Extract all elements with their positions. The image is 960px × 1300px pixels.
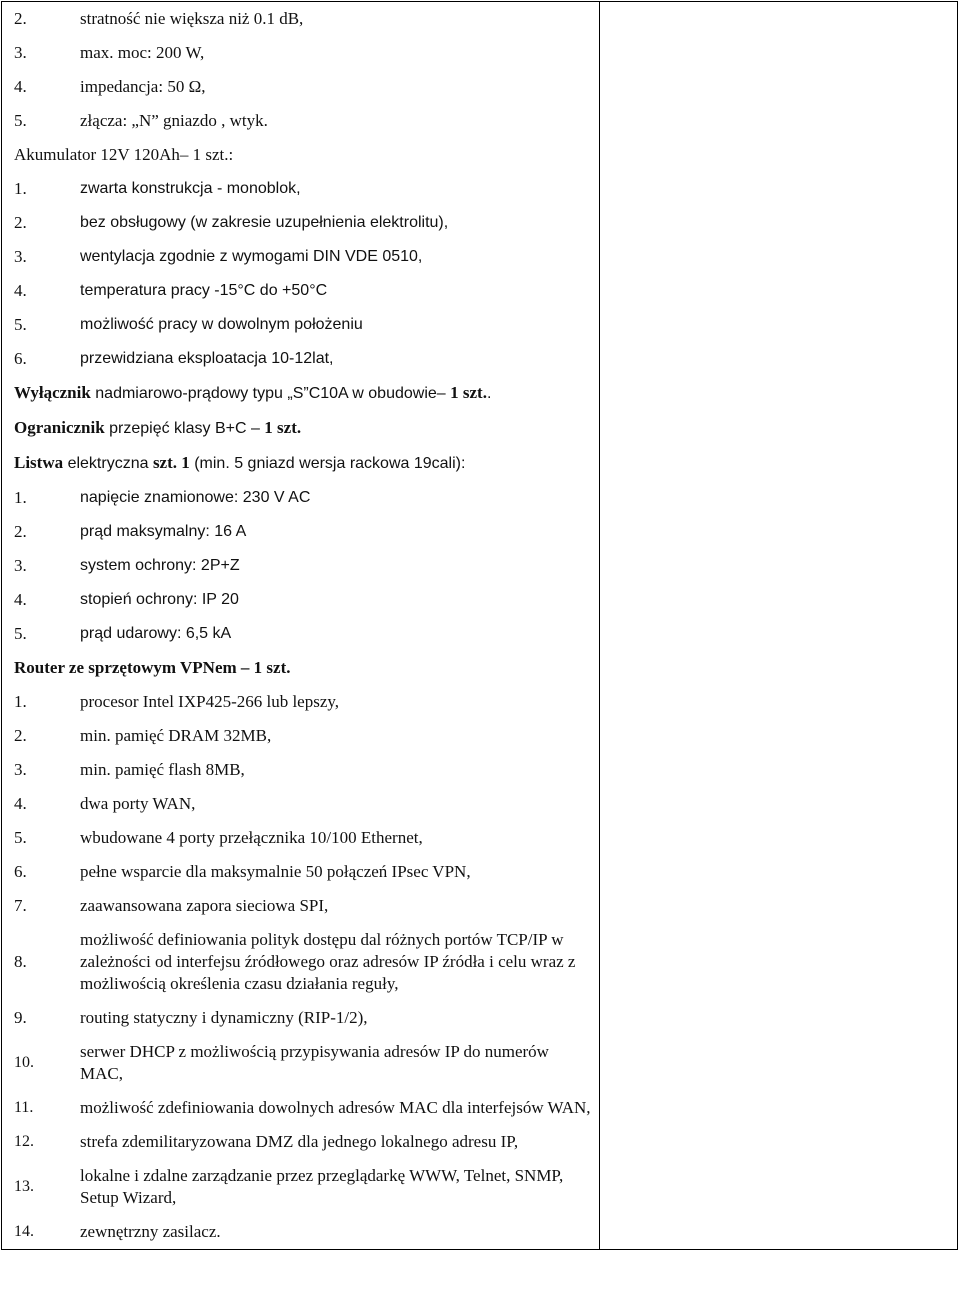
item-text: temperatura pracy -15°C do +50°C [80,282,328,299]
list-item [2,787,599,821]
item-text: przewidziana eksploatacja 10-12lat, [80,350,334,367]
list-item [2,1001,599,1035]
item-number: 13. [14,1178,34,1195]
list-item [2,617,599,651]
item-number: 9. [14,1008,27,1027]
item-text: napięcie znamionowe: 230 V AC [80,489,311,506]
list-item [2,889,599,923]
item-text: pełne wsparcie dla maksymalnie 50 połączeń IPsec VPN, [80,862,471,881]
section-heading [2,411,599,446]
item-text: zwarta konstrukcja - monoblok, [80,180,301,197]
item-text: wbudowane 4 porty przełącznika 10/100 Ethernet, [80,828,423,847]
list-item [2,753,599,787]
item-number: 14. [14,1223,34,1240]
list-item [2,308,599,342]
item-number: 11. [14,1099,34,1116]
section-heading [2,376,599,411]
item-number: 3. [14,760,27,779]
item-text: możliwość definiowania polityk dostępu dal różnych portów TCP/IP w zależności od interfejsu źródłowego oraz adresów IP źródła i celu wraz z możliwością określenia czasu działania reguły, [80,930,576,993]
item-number: 5. [14,315,27,334]
heading-quantity: szt. 1 [152,453,190,472]
item-number: 2. [14,726,27,745]
item-text: możliwość pracy w dowolnym położeniu [80,316,363,333]
list-item [2,583,599,617]
item-number: 1. [14,488,27,507]
item-number: 8. [14,952,27,971]
heading-suffix: . [486,385,492,402]
heading-bold-word: Listwa [14,453,64,472]
list-item [2,923,599,1001]
spec-list-cell [2,2,600,1250]
heading-bold-word: Wyłącznik [14,383,91,402]
list-item [2,70,599,104]
item-number: 12. [14,1133,34,1150]
table-row [2,2,958,1250]
list-item [2,1125,599,1159]
item-number: 5. [14,624,27,643]
list-item [2,240,599,274]
item-number: 5. [14,828,27,847]
item-text: strefa zdemilitaryzowana DMZ dla jednego lokalnego adresu IP, [80,1132,519,1151]
heading-suffix: (min. 5 gniazd wersja rackowa 19cali): [189,455,466,472]
item-text: dwa porty WAN, [80,794,196,813]
item-text: zewnętrzny zasilacz. [80,1222,221,1241]
item-number: 6. [14,862,27,881]
section-heading [2,446,599,481]
item-text: min. pamięć flash 8MB, [80,760,245,779]
item-text: zaawansowana zapora sieciowa SPI, [80,896,329,915]
list-item [2,172,599,206]
heading-description: przepięć klasy B+C – [104,420,265,437]
list-item [2,1159,599,1215]
section-heading-text: Router ze sprzętowym VPNem – 1 szt. [14,658,291,677]
item-number: 4. [14,281,27,300]
item-text: wentylacja zgodnie z wymogami DIN VDE 0510, [80,248,423,265]
list-item [2,1091,599,1125]
item-text: max. moc: 200 W, [80,43,205,62]
list-item [2,2,599,36]
item-number: 5. [14,111,27,130]
item-text: procesor Intel IXP425-266 lub lepszy, [80,692,340,711]
list-item [2,1035,599,1091]
section-heading [2,651,599,685]
list-item [2,274,599,308]
heading-description: elektryczna [63,455,153,472]
list-item [2,855,599,889]
heading-description: nadmiarowo-prądowy typu „S”C10A w obudowie– [90,385,451,402]
item-text: impedancja: 50 Ω, [80,77,206,96]
item-text: złącza: „N” gniazdo , wtyk. [80,111,268,130]
specification-table [1,1,958,1250]
empty-offer-cell [600,2,958,1250]
list-item [2,206,599,240]
list-item [2,685,599,719]
item-text: min. pamięć DRAM 32MB, [80,726,272,745]
list-item [2,821,599,855]
item-number: 1. [14,179,27,198]
list-item [2,342,599,376]
section-heading: Akumulator 12V 120Ah– 1 szt.: [14,145,234,164]
item-text: lokalne i zdalne zarządzanie przez przeglądarkę WWW, Telnet, SNMP, Setup Wizard, [80,1166,564,1207]
item-number: 1. [14,692,27,711]
item-text: możliwość zdefiniowania dowolnych adresów MAC dla interfejsów WAN, [80,1098,591,1117]
item-text: stopień ochrony: IP 20 [80,591,239,608]
item-text: system ochrony: 2P+Z [80,557,240,574]
list-item [2,36,599,70]
item-text: serwer DHCP z możliwością przypisywania adresów IP do numerów MAC, [80,1042,549,1083]
list-item [2,481,599,515]
list-item [2,719,599,753]
item-number: 2. [14,213,27,232]
list-item [2,515,599,549]
item-number: 10. [14,1054,34,1071]
item-text: prąd maksymalny: 16 A [80,523,247,540]
item-number: 3. [14,43,27,62]
item-number: 6. [14,349,27,368]
heading-bold-word: Ogranicznik [14,418,105,437]
item-text: prąd udarowy: 6,5 kA [80,625,232,642]
item-text: bez obsługowy (w zakresie uzupełnienia elektrolitu), [80,214,449,231]
item-number: 4. [14,77,27,96]
list-item [2,549,599,583]
item-number: 4. [14,590,27,609]
item-number: 3. [14,247,27,266]
list-item [2,1215,599,1249]
list-item [2,104,599,138]
heading-quantity: 1 szt. [264,418,302,437]
item-number: 4. [14,794,27,813]
heading-quantity: 1 szt. [450,383,487,402]
item-text: stratność nie większa niż 0.1 dB, [80,9,304,28]
item-number: 3. [14,556,27,575]
item-number: 2. [14,9,27,28]
item-number: 2. [14,522,27,541]
item-text: routing statyczny i dynamiczny (RIP-1/2), [80,1008,368,1027]
item-number: 7. [14,896,27,915]
